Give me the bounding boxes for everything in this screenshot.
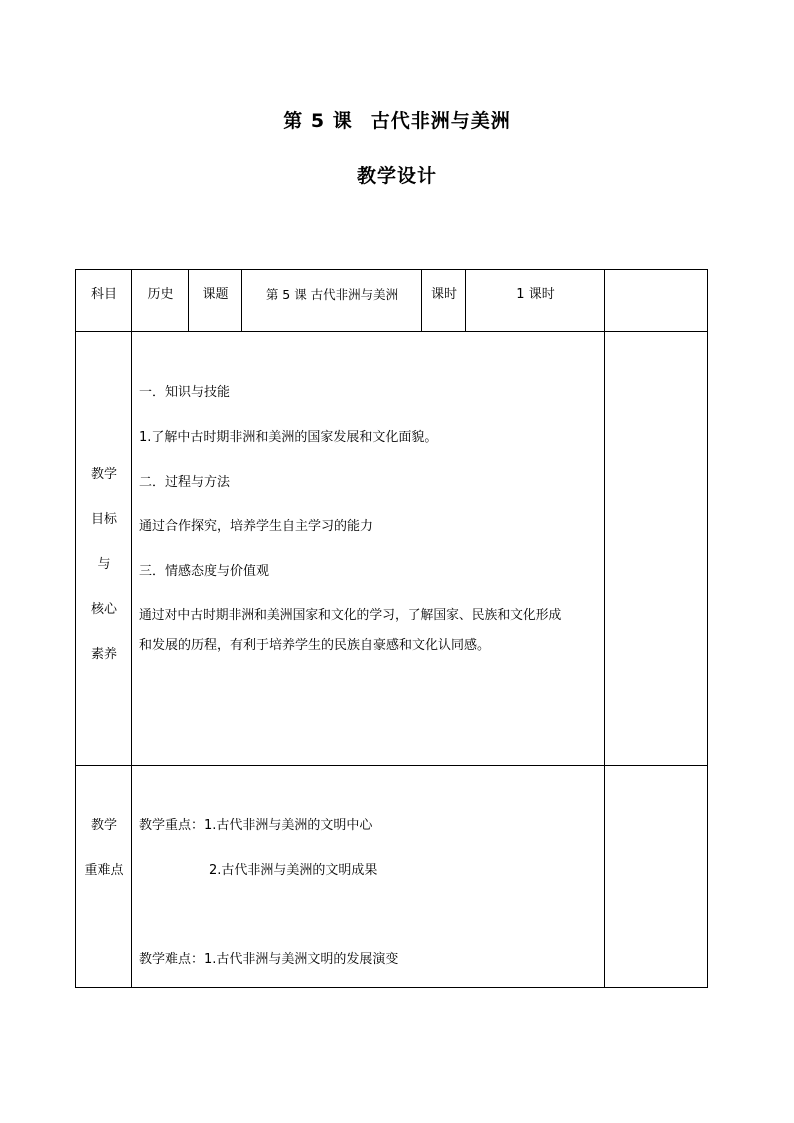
focus-line-1: [139, 818, 372, 834]
subject-label: 科目: [90, 287, 117, 302]
topic-label: 课题: [202, 287, 229, 302]
focus-item: 1.古代非洲与美洲的文明中心: [204, 818, 373, 833]
lesson-number: 第 5 课: [283, 110, 353, 132]
objectives-label-line: 与: [97, 557, 111, 572]
lesson-topic: 古代非洲与美洲: [370, 110, 511, 132]
difficulty-line-1: [139, 952, 398, 968]
key-points-label-line: 重难点: [84, 863, 124, 878]
objective-heading-process: 二．过程与方法: [139, 475, 231, 490]
objective-heading-attitude: 三．情感态度与价值观: [139, 564, 270, 579]
lesson-title: [0, 106, 794, 133]
difficulty-prefix: 教学难点：: [139, 952, 205, 967]
objective-line: 和发展的历程，有利于培养学生的民族自豪感和文化认同感。: [139, 638, 491, 653]
focus-item: 2.古代非洲与美洲的文明成果: [209, 863, 378, 878]
key-points-label: [76, 818, 132, 908]
objective-heading-knowledge: 一．知识与技能: [139, 385, 231, 400]
period-label: 课时: [430, 287, 457, 302]
topic-value: 第 5 课 古代非洲与美洲: [265, 287, 399, 302]
objective-line: 通过对中古时期非洲和美洲国家和文化的学习，了解国家、民族和文化形成: [139, 608, 562, 623]
focus-prefix: 教学重点：: [139, 818, 205, 833]
objective-line: 1.了解中古时期非洲和美洲的国家发展和文化面貌。: [139, 430, 438, 445]
objectives-label: [76, 467, 132, 692]
subject-value: 历史: [147, 287, 174, 302]
objectives-label-line: 目标: [90, 512, 117, 527]
objective-line: 通过合作探究，培养学生自主学习的能力: [139, 519, 374, 534]
difficulty-item: 1.古代非洲与美洲文明的发展演变: [204, 952, 399, 967]
period-value: 1 课时: [516, 287, 555, 302]
objectives-label-line: 教学: [90, 467, 117, 482]
key-points-label-line: 教学: [90, 818, 117, 833]
objectives-label-line: 核心: [90, 602, 117, 617]
document-subtitle: 教学设计: [356, 165, 437, 187]
objectives-label-line: 素养: [90, 647, 117, 662]
